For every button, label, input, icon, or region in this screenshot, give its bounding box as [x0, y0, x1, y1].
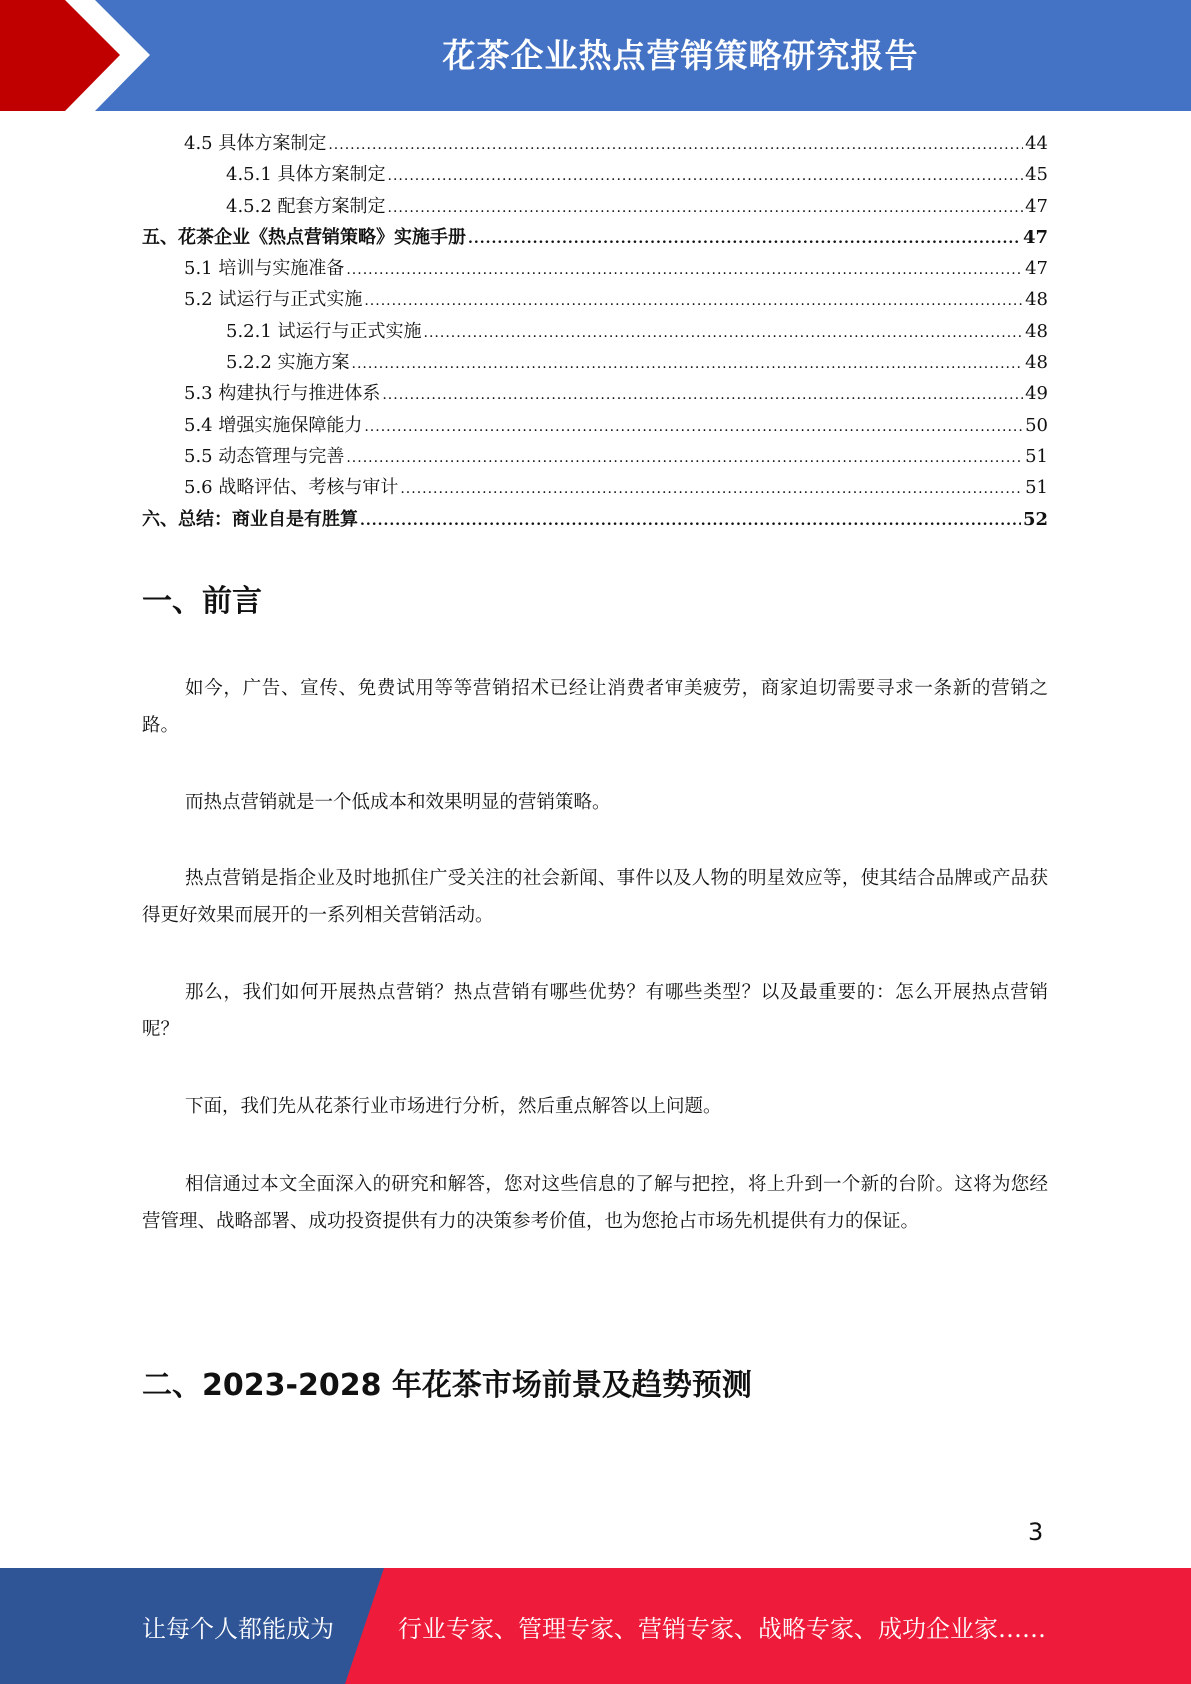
toc-entry-label: 5.6 战略评估、考核与审计	[184, 477, 399, 499]
toc-entry-label: 5.2.2 实施方案	[226, 352, 350, 374]
toc-entry-page: 49	[1025, 383, 1048, 405]
toc-entry-page: 48	[1025, 289, 1048, 311]
toc-leader-dots	[424, 318, 1024, 349]
toc-entry[interactable]	[142, 316, 1048, 347]
toc-entry-page: 45	[1025, 164, 1048, 186]
table-of-contents	[142, 128, 1048, 535]
forecast-heading: 二、2023-2028 年花茶市场前景及趋势预测	[142, 1368, 752, 1403]
toc-entry-label: 5.3 构建执行与推进体系	[184, 383, 381, 405]
toc-leader-dots	[364, 286, 1023, 317]
toc-entry-page: 51	[1025, 445, 1048, 467]
page-number: 3	[1028, 1518, 1044, 1546]
toc-entry[interactable]	[142, 159, 1048, 190]
toc-entry-page: 47	[1025, 258, 1048, 280]
toc-leader-dots	[364, 412, 1023, 443]
toc-leader-dots	[328, 130, 1023, 161]
toc-entry[interactable]	[142, 378, 1048, 409]
toc-leader-dots	[468, 224, 1021, 255]
preface-paragraph-1: 如今，广告、宣传、免费试用等等营销招术已经让消费者审美疲劳，商家迫切需要寻求一条新的营销之路。	[142, 678, 1048, 736]
red-chevron-icon	[0, 0, 160, 111]
preface-paragraph-6: 相信通过本文全面深入的研究和解答，您对这些信息的了解与把控，将上升到一个新的台阶。这将为您经营管理、战略部署、成功投资提供有力的决策参考价值，也为您抢占市场先机提供有力的保证。	[142, 1174, 1048, 1232]
toc-entry[interactable]	[142, 441, 1048, 472]
toc-entry-label: 4.5.1 具体方案制定	[226, 164, 386, 186]
toc-leader-dots	[388, 161, 1024, 192]
toc-entry-page: 50	[1025, 414, 1048, 436]
toc-entry[interactable]	[142, 128, 1048, 159]
page-header	[0, 0, 1191, 111]
toc-leader-dots	[352, 349, 1024, 380]
toc-leader-dots	[400, 474, 1023, 505]
toc-entry-page: 51	[1025, 477, 1048, 499]
toc-entry[interactable]	[142, 191, 1048, 222]
toc-entry-page: 52	[1022, 508, 1048, 530]
toc-entry-label: 六、总结：商业自是有胜算	[142, 508, 358, 530]
preface-paragraph-3: 热点营销是指企业及时地抓住广受关注的社会新闻、事件以及人物的明星效应等，使其结合品牌或产品获得更好效果而展开的一系列相关营销活动。	[142, 868, 1048, 926]
page-footer	[0, 1568, 1191, 1684]
toc-entry-label: 5.2.1 试运行与正式实施	[226, 320, 422, 342]
toc-entry-page: 47	[1022, 226, 1048, 248]
toc-entry-page: 48	[1025, 352, 1048, 374]
preface-paragraph-5: 下面，我们先从花茶行业市场进行分析，然后重点解答以上问题。	[185, 1096, 722, 1117]
toc-entry-label: 5.5 动态管理与完善	[184, 445, 345, 467]
toc-leader-dots	[346, 255, 1023, 286]
report-title: 花茶企业热点营销策略研究报告	[442, 35, 919, 75]
toc-entry-label: 4.5.2 配套方案制定	[226, 195, 386, 217]
toc-leader-dots	[382, 380, 1023, 411]
toc-entry-label: 5.2 试运行与正式实施	[184, 289, 363, 311]
toc-leader-dots	[360, 506, 1021, 537]
toc-entry[interactable]	[142, 472, 1048, 503]
toc-entry-label: 4.5 具体方案制定	[184, 133, 327, 154]
toc-entry-label: 五、花茶企业《热点营销策略》实施手册	[142, 226, 466, 248]
toc-entry[interactable]	[142, 253, 1048, 284]
preface-paragraph-2: 而热点营销就是一个低成本和效果明显的营销策略。	[185, 792, 611, 813]
toc-entry-label: 5.1 培训与实施准备	[184, 258, 345, 280]
toc-entry[interactable]	[142, 410, 1048, 441]
toc-entry-page: 47	[1025, 195, 1048, 217]
toc-entry-page: 44	[1025, 133, 1048, 154]
toc-leader-dots	[388, 193, 1024, 224]
toc-leader-dots	[346, 443, 1023, 474]
toc-entry[interactable]	[142, 284, 1048, 315]
footer-slogan-left: 让每个人都能成为	[142, 1614, 334, 1643]
preface-paragraph-4: 那么，我们如何开展热点营销？热点营销有哪些优势？有哪些类型？以及最重要的：怎么开展热点营销呢？	[142, 982, 1048, 1040]
toc-entry[interactable]	[142, 504, 1048, 535]
preface-heading: 一、前言	[142, 584, 262, 619]
toc-entry-page: 48	[1025, 320, 1048, 342]
toc-entry[interactable]	[142, 347, 1048, 378]
toc-entry[interactable]	[142, 222, 1048, 253]
toc-entry-label: 5.4 增强实施保障能力	[184, 414, 363, 436]
footer-slogan-right: 行业专家、管理专家、营销专家、战略专家、成功企业家……	[398, 1614, 1046, 1643]
